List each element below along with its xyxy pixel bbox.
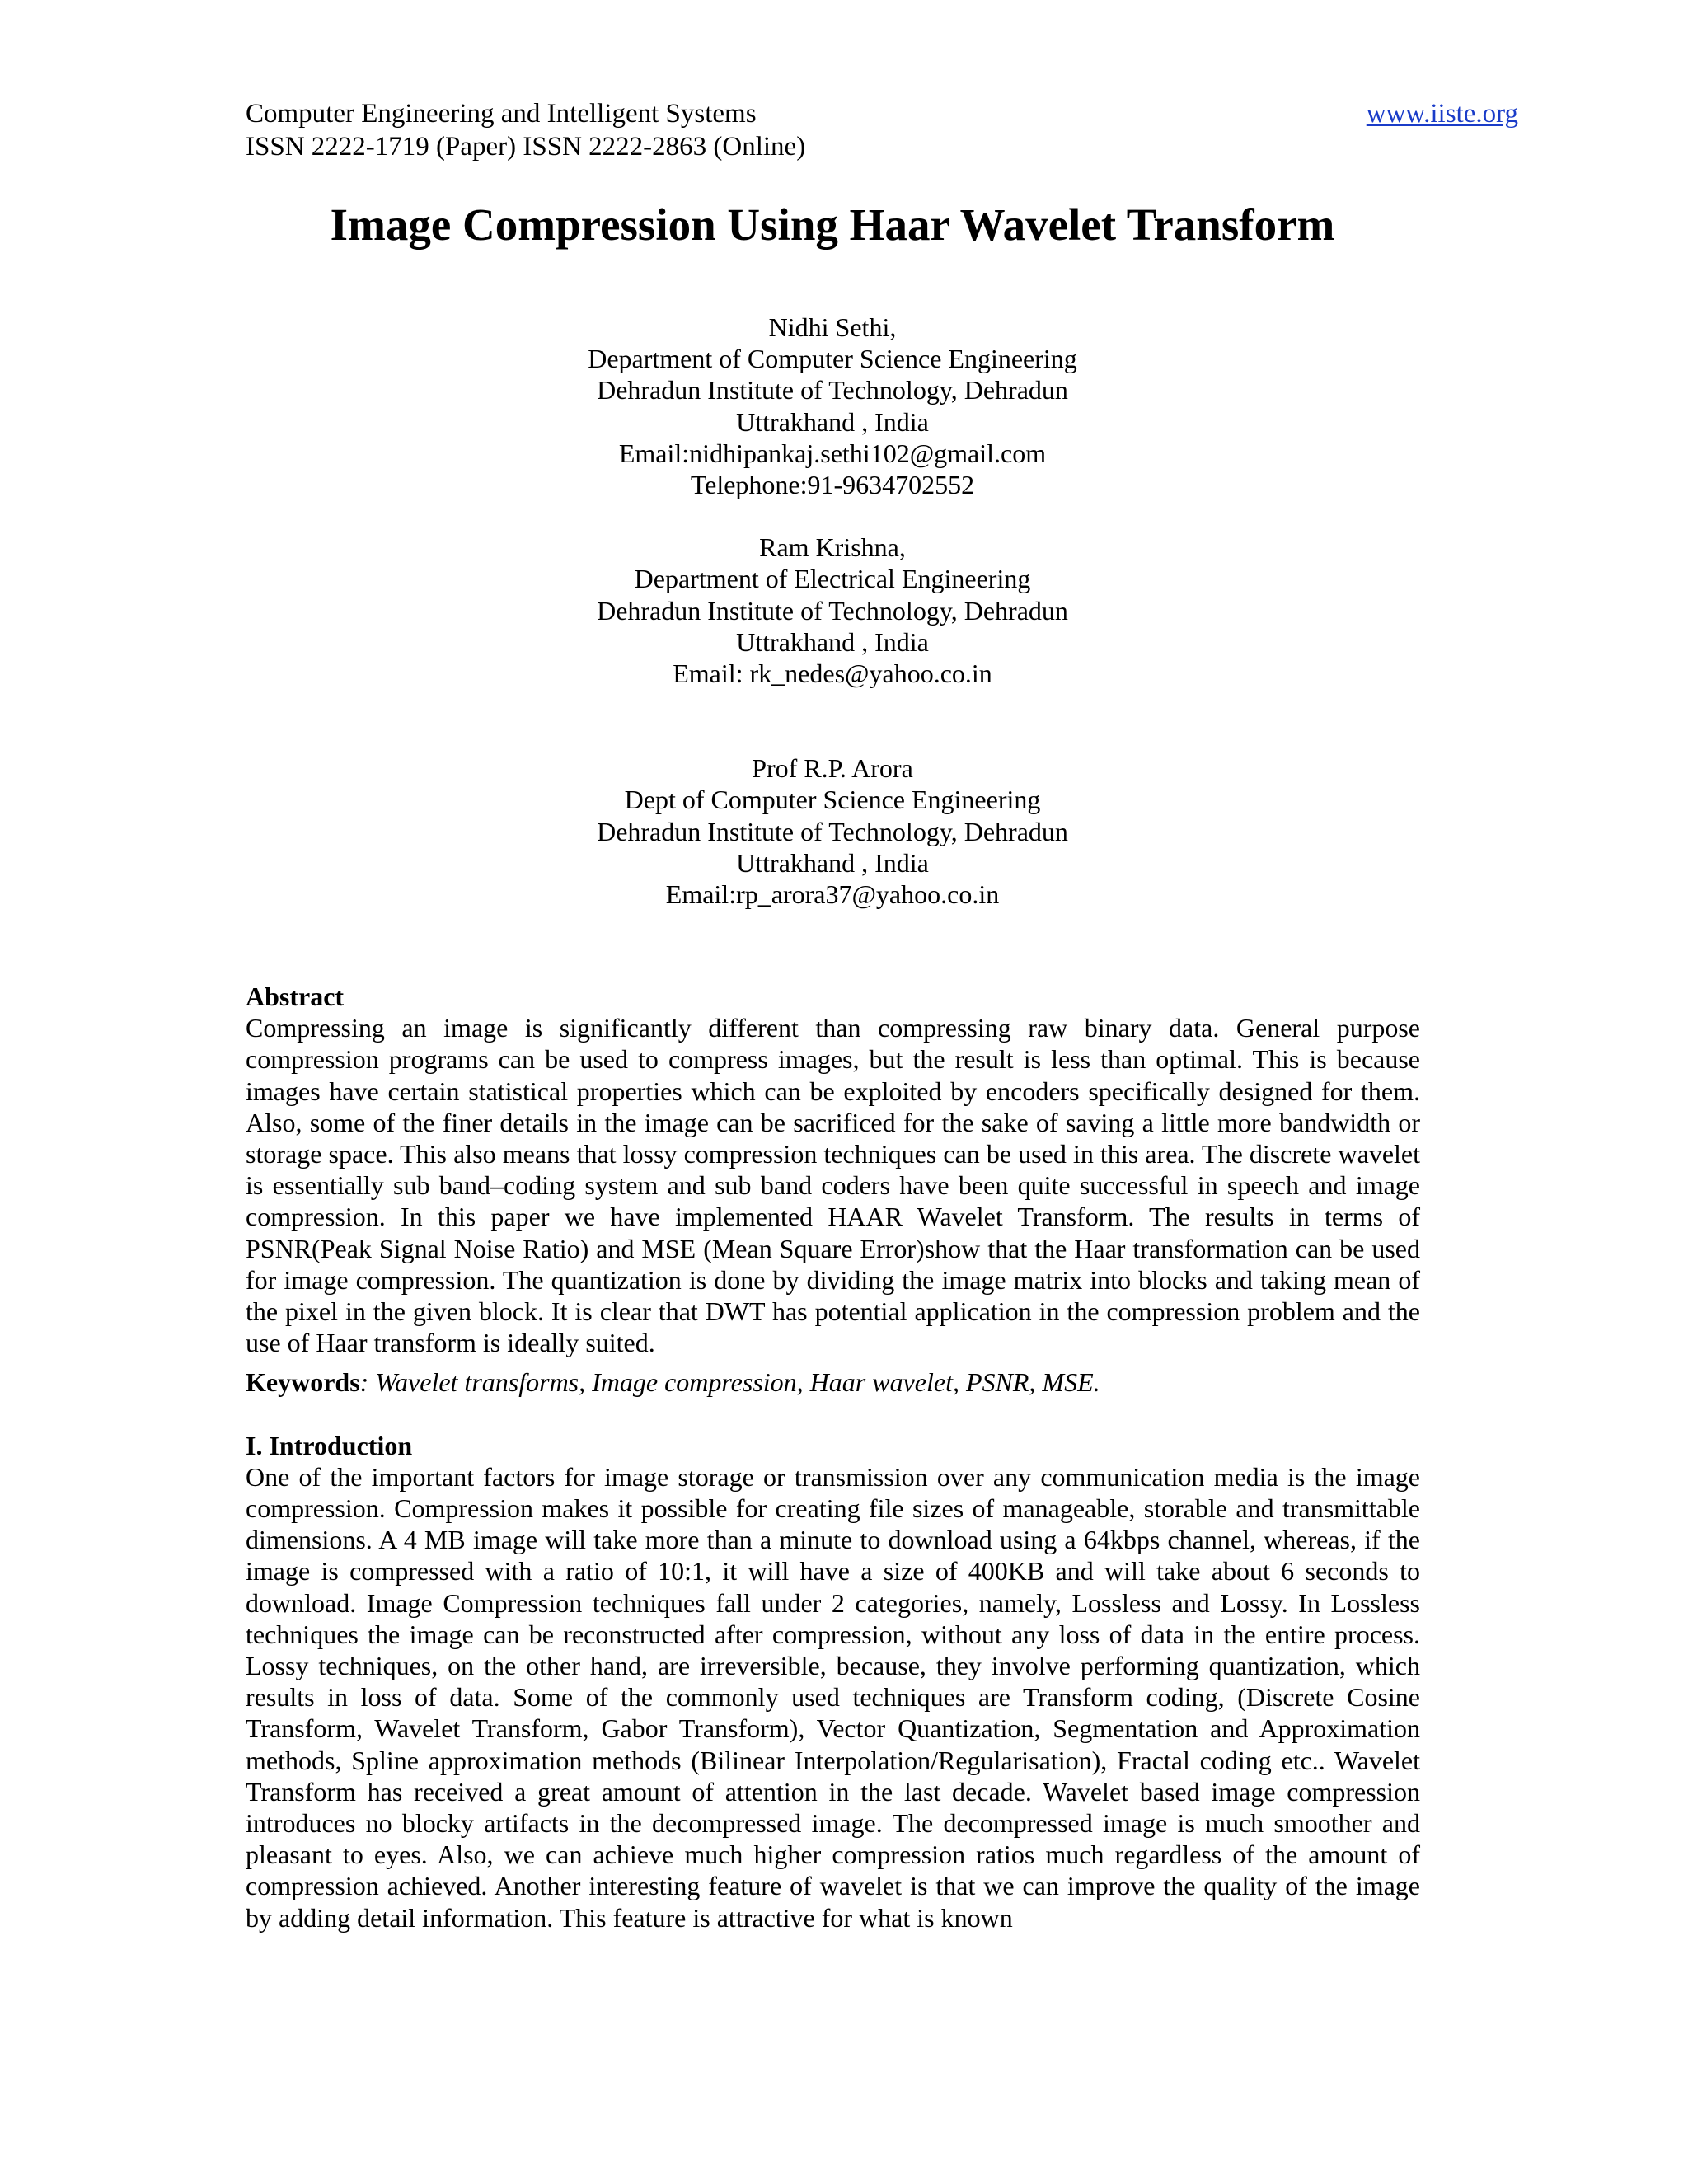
author-email: Email:rp_arora37@yahoo.co.in xyxy=(665,879,1000,910)
keywords-label: Keywords xyxy=(246,1367,360,1398)
author-location: Uttrakhand , India xyxy=(736,847,929,878)
author-institute: Dehradun Institute of Technology, Dehradun xyxy=(597,375,1068,405)
author-list xyxy=(0,312,1665,910)
author-location: Uttrakhand , India xyxy=(736,406,929,437)
introduction-heading: I. Introduction xyxy=(246,1430,413,1460)
journal-website-link[interactable]: www.iiste.org xyxy=(1366,99,1518,129)
author-email: Email: rk_nedes@yahoo.co.in xyxy=(673,658,992,689)
author-name: Nidhi Sethi, xyxy=(768,312,897,342)
keywords-line xyxy=(246,1366,1420,1398)
running-header xyxy=(246,97,1518,163)
paper-title: Image Compression Using Haar Wavelet Transform xyxy=(330,199,1335,250)
author-institute: Dehradun Institute of Technology, Dehradun xyxy=(597,816,1068,846)
journal-name: Computer Engineering and Intelligent Systems xyxy=(246,99,757,129)
author-email: Email:nidhipankaj.sethi102@gmail.com xyxy=(618,438,1047,468)
author-block-1 xyxy=(0,312,1665,500)
author-name: Ram Krishna, xyxy=(759,532,906,563)
abstract-paragraph: Compressing an image is significantly different than compressing raw binary data. General purpose compression programs can be used to compress images, but the result is less than optimal. This is because images have certain statistical properties which can be exploited by encoders specifically designed for them. Also, some of the finer details in the image can be sacrificed for the sake of saving a little more bandwidth or storage space. This also means that lossy compression techniques can be used in this area. The discrete wavelet is essentially sub band–coding system and sub band coders have been quite successful in speech and image compression. In this paper we have implemented HAAR Wavelet Transform. The results in terms of PSNR(Peak Signal Noise Ratio) and MSE (Mean Square Error)show that the Haar transformation can be used for image compression. The quantization is done by dividing the image matrix into blocks and taking mean of the pixel in the given block. It is clear that DWT has potential application in the compression problem and the use of Haar transform is ideally suited. xyxy=(246,1013,1420,1358)
abstract-heading: Abstract xyxy=(246,982,345,1011)
journal-issn: ISSN 2222-1719 (Paper) ISSN 2222-2863 (Online) xyxy=(246,132,806,162)
author-block-3 xyxy=(0,752,1665,910)
author-block-2 xyxy=(0,532,1665,689)
author-department: Department of Computer Science Engineering xyxy=(588,344,1077,374)
author-department: Department of Electrical Engineering xyxy=(634,564,1031,594)
author-name: Prof R.P. Arora xyxy=(752,753,913,784)
paper-body xyxy=(246,981,1420,1933)
author-department: Dept of Computer Science Engineering xyxy=(624,785,1041,815)
author-institute: Dehradun Institute of Technology, Dehradun xyxy=(597,595,1068,626)
author-telephone: Telephone:91-9634702552 xyxy=(690,470,975,500)
author-location: Uttrakhand , India xyxy=(736,626,929,657)
keywords-values: : Wavelet transforms, Image compression, Haar wavelet, PSNR, MSE. xyxy=(359,1367,1100,1398)
introduction-paragraph: One of the important factors for image storage or transmission over any communication media is the image compression. Compression makes it possible for creating file sizes of manageable, storable and transmittable dimensions. A 4 MB image will take more than a minute to download using a 64kbps channel, whereas, if the image is compressed with a ratio of 10:1, it will have a size of 400KB and will take about 6 seconds to download. Image Compression techniques fall under 2 categories, namely, Lossless and Lossy. In Lossless techniques the image can be reconstructed after compression, without any loss of data in the entire process. Lossy techniques, on the other hand, are irreversible, because, they involve performing quantization, which results in loss of data. Some of the commonly used techniques are Transform coding, (Discrete Cosine Transform, Wavelet Transform, Gabor Transform), Vector Quantization, Segmentation and Approximation methods, Spline approximation methods (Bilinear Interpolation/Regularisation), Fractal coding etc.. Wavelet Transform has received a great amount of attention in the last decade. Wavelet based image compression introduces no blocky artifacts in the decompressed image. The decompressed image is much smoother and pleasant to eyes. Also, we can achieve much higher compression ratios much regardless of the amount of compression achieved. Another interesting feature of wavelet is that we can improve the quality of the image by adding detail information. This feature is attractive for what is known xyxy=(246,1461,1420,1933)
